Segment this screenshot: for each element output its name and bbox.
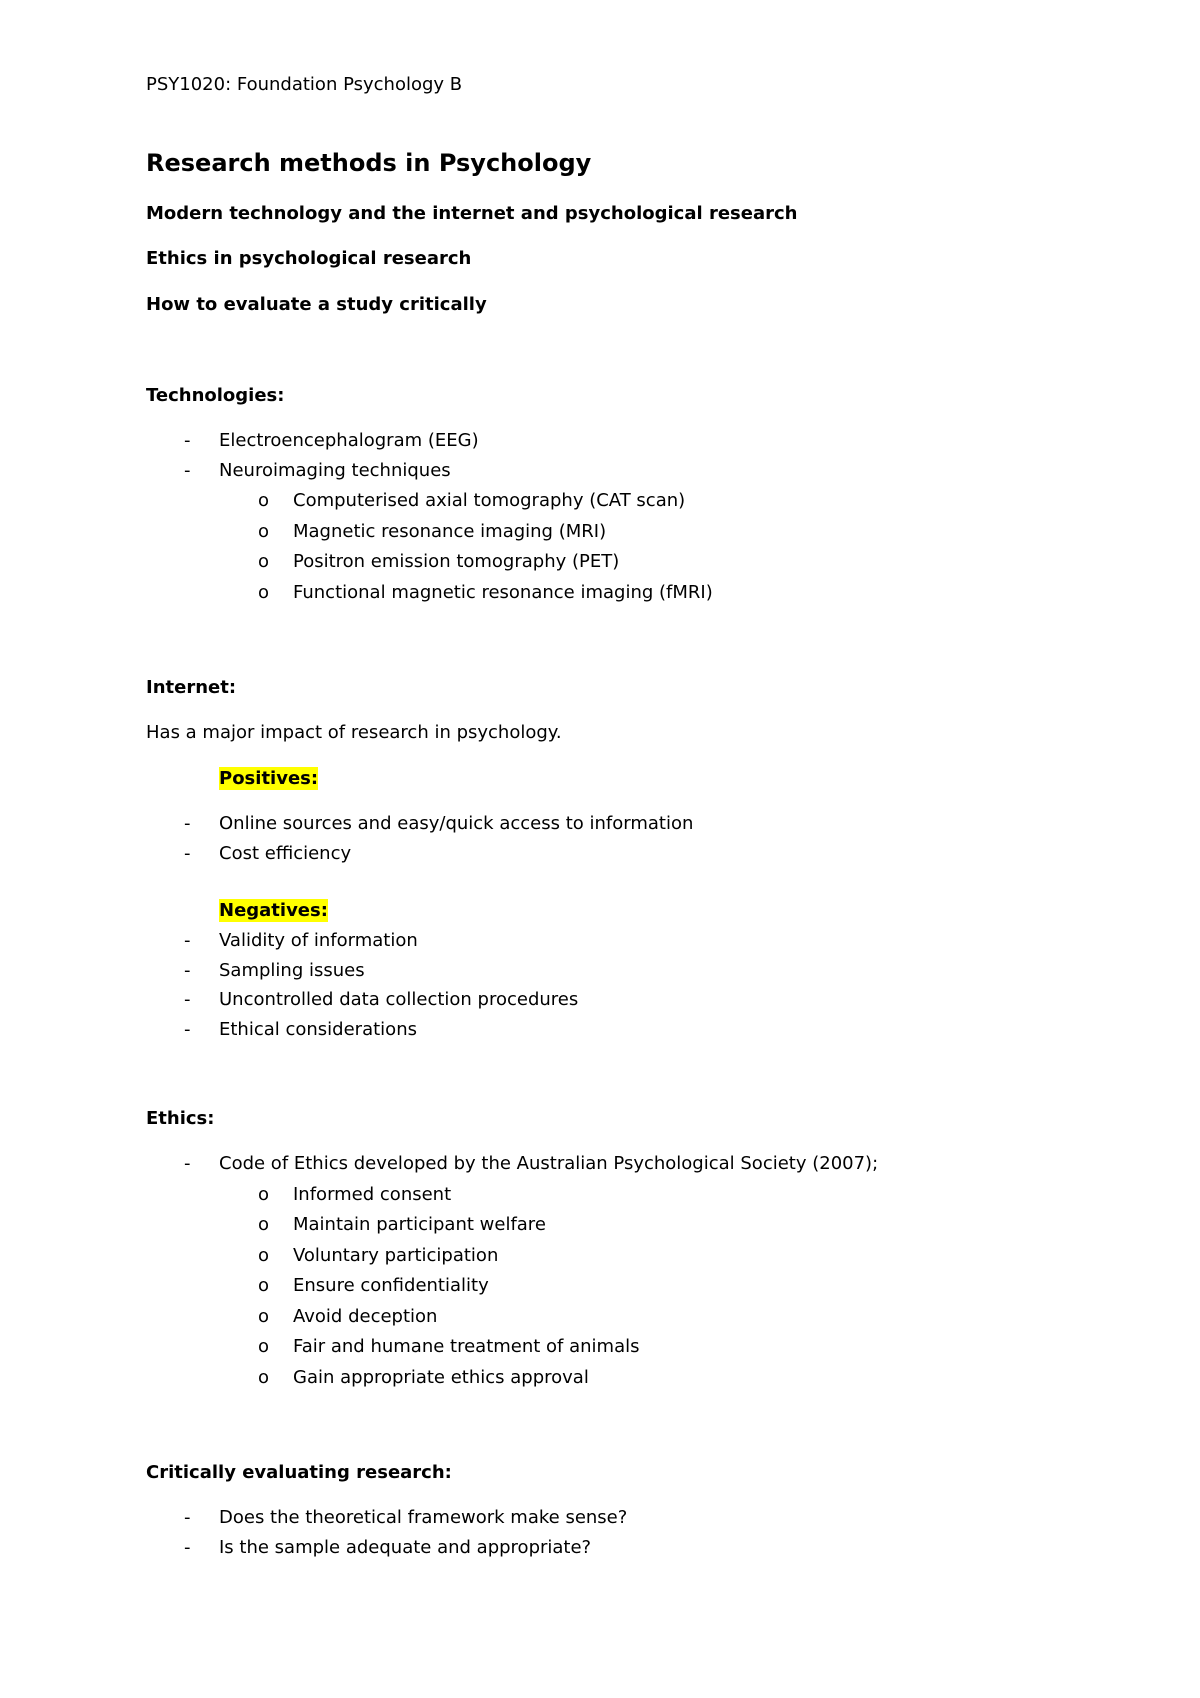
negative-item: Validity of information: [219, 930, 418, 951]
circle-marker: o: [258, 1306, 270, 1327]
technologies-item-neuroimaging: Neuroimaging techniques: [219, 460, 451, 481]
page-header: PSY1020: Foundation Psychology B: [146, 74, 463, 95]
dash-marker: -: [184, 813, 191, 834]
dash-marker: -: [184, 960, 191, 981]
circle-marker: o: [258, 1214, 270, 1235]
dash-marker: -: [184, 1507, 191, 1528]
negatives-label: [219, 900, 328, 921]
dash-marker: -: [184, 1019, 191, 1040]
negative-item: Sampling issues: [219, 960, 365, 981]
critical-heading: Critically evaluating research:: [146, 1462, 452, 1483]
circle-marker: o: [258, 1336, 270, 1357]
circle-marker: o: [258, 1275, 270, 1296]
technologies-item-eeg: Electroencephalogram (EEG): [219, 430, 479, 451]
internet-heading: Internet:: [146, 677, 237, 698]
neuroimaging-sub-item: Magnetic resonance imaging (MRI): [293, 521, 607, 542]
positive-item: Cost efficiency: [219, 843, 352, 864]
dash-marker: -: [184, 1153, 191, 1174]
internet-intro: Has a major impact of research in psychology.: [146, 722, 562, 743]
circle-marker: o: [258, 582, 270, 603]
ethics-sub-item: Voluntary participation: [293, 1245, 499, 1266]
ethics-sub-item: Maintain participant welfare: [293, 1214, 546, 1235]
dash-marker: -: [184, 460, 191, 481]
ethics-code-item: Code of Ethics developed by the Australian Psychological Society (2007);: [219, 1153, 879, 1174]
circle-marker: o: [258, 1367, 270, 1388]
circle-marker: o: [258, 490, 270, 511]
negatives-highlight: Negatives:: [219, 900, 328, 921]
critical-item: Does the theoretical framework make sense?: [219, 1507, 628, 1528]
critical-item: Is the sample adequate and appropriate?: [219, 1537, 592, 1558]
neuroimaging-sub-item: Positron emission tomography (PET): [293, 551, 620, 572]
dash-marker: -: [184, 1537, 191, 1558]
neuroimaging-sub-item: Functional magnetic resonance imaging (fMRI): [293, 582, 713, 603]
ethics-sub-item: Avoid deception: [293, 1306, 438, 1327]
dash-marker: -: [184, 989, 191, 1010]
circle-marker: o: [258, 521, 270, 542]
positives-label: [219, 768, 318, 789]
topic-1: Modern technology and the internet and psychological research: [146, 203, 798, 224]
dash-marker: -: [184, 843, 191, 864]
technologies-heading: Technologies:: [146, 385, 285, 406]
negative-item: Ethical considerations: [219, 1019, 417, 1040]
topic-2: Ethics in psychological research: [146, 248, 472, 269]
dash-marker: -: [184, 430, 191, 451]
topic-3: How to evaluate a study critically: [146, 294, 487, 315]
ethics-sub-item: Informed consent: [293, 1184, 452, 1205]
dash-marker: -: [184, 930, 191, 951]
ethics-heading: Ethics:: [146, 1108, 215, 1129]
circle-marker: o: [258, 551, 270, 572]
ethics-sub-item: Ensure confidentiality: [293, 1275, 489, 1296]
neuroimaging-sub-item: Computerised axial tomography (CAT scan): [293, 490, 686, 511]
document-title: Research methods in Psychology: [146, 149, 592, 177]
positive-item: Online sources and easy/quick access to information: [219, 813, 694, 834]
ethics-sub-item: Fair and humane treatment of animals: [293, 1336, 640, 1357]
positives-highlight: Positives:: [219, 768, 319, 789]
negative-item: Uncontrolled data collection procedures: [219, 989, 579, 1010]
circle-marker: o: [258, 1245, 270, 1266]
ethics-sub-item: Gain appropriate ethics approval: [293, 1367, 589, 1388]
circle-marker: o: [258, 1184, 270, 1205]
